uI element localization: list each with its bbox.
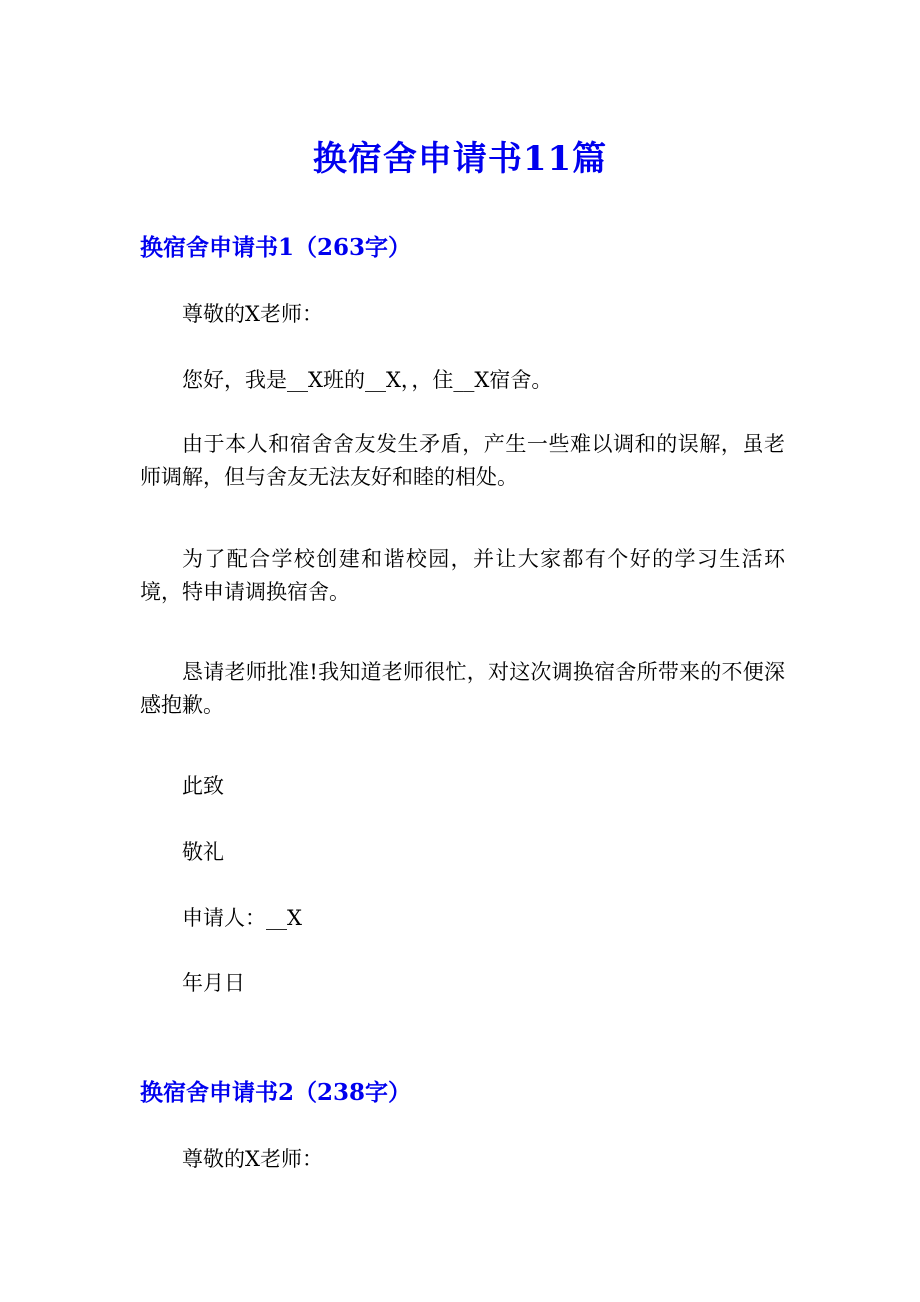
section-heading-1: 换宿舍申请书1（263字） [140, 234, 412, 261]
purpose-paragraph: 为了配合学校创建和谐校园，并让大家都有个好的学习生活环境，特申请调换宿舍。 [140, 547, 785, 604]
salutation: 尊敬的X老师： [182, 302, 323, 326]
date-line: 年月日 [182, 971, 245, 995]
request-paragraph: 恳请老师批准!我知道老师很忙，对这次调换宿舍所带来的不便深感抱歉。 [140, 660, 785, 717]
closing-line-1: 此致 [182, 774, 224, 798]
section-heading-2: 换宿舍申请书2（238字） [140, 1079, 412, 1106]
salutation-2: 尊敬的X老师： [182, 1147, 323, 1171]
greeting-paragraph: 您好，我是__X班的__X，，住__X宿舍。 [182, 368, 553, 392]
reason-paragraph: 由于本人和宿舍舍友发生矛盾，产生一些难以调和的误解，虽老师调解，但与舍友无法友好和睦的相处。 [140, 432, 785, 489]
closing-line-2: 敬礼 [182, 840, 224, 864]
applicant-line: 申请人：__X [182, 906, 302, 930]
document-title: 换宿舍申请书11篇 [312, 139, 608, 179]
